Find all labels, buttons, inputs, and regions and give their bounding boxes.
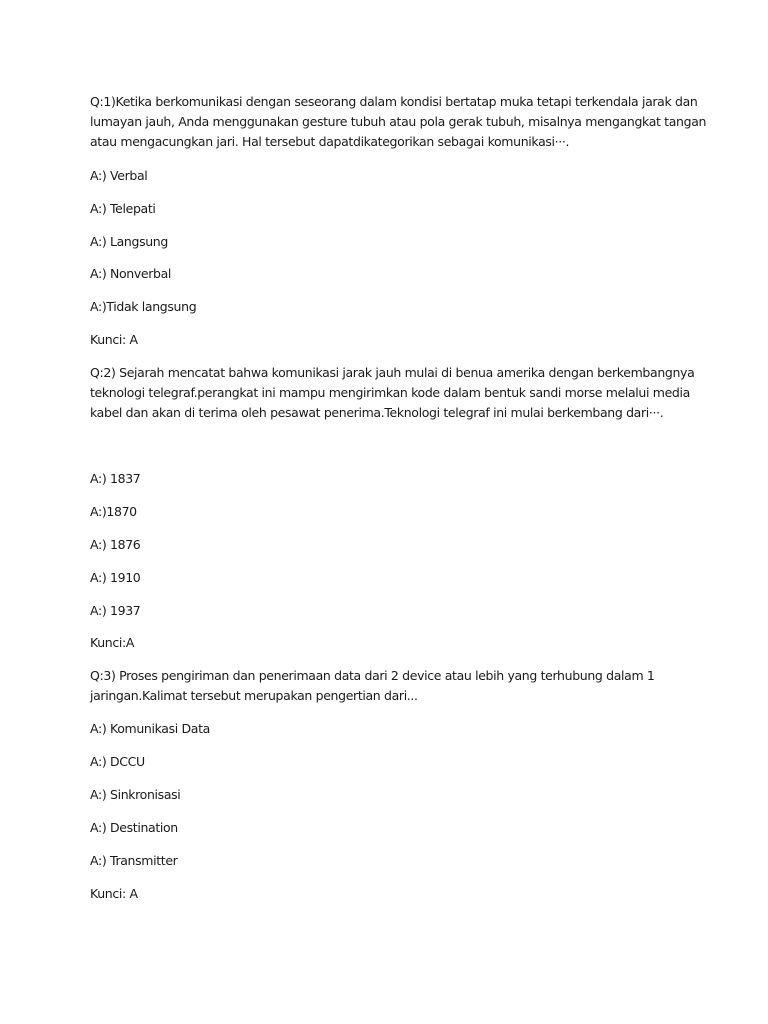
- question-1-option-1: A:) Verbal: [90, 168, 148, 183]
- question-2-line-1: Q:2) Sejarah mencatat bahwa komunikasi jarak jauh mulai di benua amerika dengan berkembangnya: [90, 365, 695, 380]
- question-3-option-2: A:) DCCU: [90, 754, 145, 769]
- question-1-answer: Kunci: A: [90, 332, 138, 347]
- question-3-option-4: A:) Destination: [90, 820, 178, 835]
- question-3-answer: Kunci: A: [90, 886, 138, 901]
- question-1-line-2: lumayan jauh, Anda menggunakan gesture tubuh atau pola gerak tubuh, misalnya mengangkat tangan: [90, 114, 707, 129]
- question-2-option-5: A:) 1937: [90, 603, 141, 618]
- question-2-option-2: A:)1870: [90, 504, 137, 519]
- question-2-answer: Kunci:A: [90, 635, 135, 650]
- question-3-option-5: A:) Transmitter: [90, 853, 178, 868]
- question-3-line-1: Q:3) Proses pengiriman dan penerimaan data dari 2 device atau lebih yang terhubung dalam 1: [90, 668, 655, 683]
- question-1-option-5: A:)Tidak langsung: [90, 299, 197, 314]
- question-1-line-1: Q:1)Ketika berkomunikasi dengan seseorang dalam kondisi bertatap muka tetapi terkendala jarak dan: [90, 94, 698, 109]
- question-1-line-3: atau mengacungkan jari. Hal tersebut dapatdikategorikan sebagai komunikasi···.: [90, 134, 570, 149]
- question-2-option-3: A:) 1876: [90, 537, 141, 552]
- question-1-option-2: A:) Telepati: [90, 201, 156, 216]
- question-2-line-2: teknologi telegraf.perangkat ini mampu mengirimkan kode dalam bentuk sandi morse melalui media: [90, 385, 690, 400]
- question-3-line-2: jaringan.Kalimat tersebut merupakan pengertian dari...: [90, 688, 418, 703]
- question-3-option-1: A:) Komunikasi Data: [90, 721, 210, 736]
- question-2-option-4: A:) 1910: [90, 570, 141, 585]
- question-3-option-3: A:) Sinkronisasi: [90, 787, 181, 802]
- question-1-option-4: A:) Nonverbal: [90, 266, 172, 281]
- question-2-option-1: A:) 1837: [90, 471, 141, 486]
- question-1-option-3: A:) Langsung: [90, 234, 168, 249]
- question-2-line-3: kabel dan akan di terima oleh pesawat penerima.Teknologi telegraf ini mulai berkembang dari···.: [90, 405, 664, 420]
